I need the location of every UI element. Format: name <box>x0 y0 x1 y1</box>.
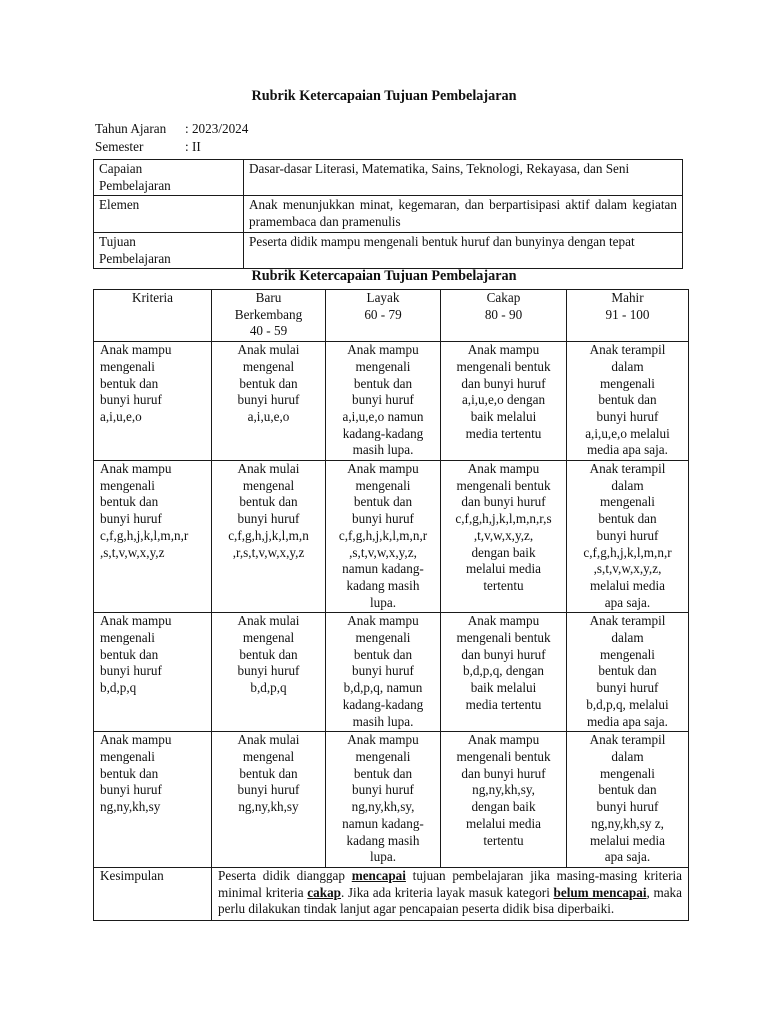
info-value-elemen: Anak menunjukkan minat, kegemaran, dan berpartisipasi aktif dalam kegiatan pramembaca dan pramenulis <box>244 196 683 232</box>
conclusion-emphasis-mencapai: mencapai <box>351 867 406 883</box>
mahir-cell: Anak terampil dalam mengenali bentuk dan bunyi huruf a,i,u,e,o melalui media apa saja. <box>567 342 689 461</box>
conclusion-text-3: . Jika ada kriteria layak masuk kategori <box>341 884 554 900</box>
baru-berkembang-cell: Anak mulai mengenal bentuk dan bunyi huruf a,i,u,e,o <box>212 342 326 461</box>
table-row <box>94 732 689 868</box>
baru-berkembang-cell: Anak mulai mengenal bentuk dan bunyi huruf b,d,p,q <box>212 613 326 732</box>
info-label-capaian: Capaian Pembelajaran <box>94 160 244 196</box>
header-baru-berkembang: Baru Berkembang 40 - 59 <box>212 290 326 342</box>
conclusion-text-2: tujuan pembelajaran jika masing-masing kriteria minimal kriteria <box>218 867 682 900</box>
layak-cell: Anak mampu mengenali bentuk dan bunyi huruf ng,ny,kh,sy, namun kadang- kadang masih lupa. <box>326 732 441 868</box>
semester-value: : II <box>185 139 201 154</box>
baru-berkembang-cell: Anak mulai mengenal bentuk dan bunyi huruf c,f,g,h,j,k,l,m,n ,r,s,t,v,w,x,y,z <box>212 461 326 613</box>
info-value-capaian: Dasar-dasar Literasi, Matematika, Sains, Teknologi, Rekayasa, dan Seni <box>244 160 683 196</box>
layak-cell: Anak mampu mengenali bentuk dan bunyi huruf b,d,p,q, namun kadang-kadang masih lupa. <box>326 613 441 732</box>
cakap-cell: Anak mampu mengenali bentuk dan bunyi huruf ng,ny,kh,sy, dengan baik melalui media tertentu <box>441 732 567 868</box>
rubric-title: Rubrik Ketercapaian Tujuan Pembelajaran <box>251 268 517 284</box>
conclusion-emphasis-belum-mencapai: belum mencapai <box>553 884 647 900</box>
document-title: Rubrik Ketercapaian Tujuan Pembelajaran <box>251 88 517 104</box>
semester-line <box>95 139 201 156</box>
rubric-header-row <box>94 290 689 342</box>
table-row <box>94 613 689 732</box>
header-cakap: Cakap 80 - 90 <box>441 290 567 342</box>
cakap-cell: Anak mampu mengenali bentuk dan bunyi huruf b,d,p,q, dengan baik melalui media tertentu <box>441 613 567 732</box>
conclusion-emphasis-cakap: cakap <box>307 884 341 900</box>
mahir-cell: Anak terampil dalam mengenali bentuk dan bunyi huruf b,d,p,q, melalui media apa saja. <box>567 613 689 732</box>
criteria-cell: Anak mampu mengenali bentuk dan bunyi huruf c,f,g,h,j,k,l,m,n,r ,s,t,v,w,x,y,z <box>94 461 212 613</box>
table-row <box>94 342 689 461</box>
conclusion-label: Kesimpulan <box>94 867 212 920</box>
cakap-cell: Anak mampu mengenali bentuk dan bunyi huruf c,f,g,h,j,k,l,m,n,r,s ,t,v,w,x,y,z, dengan baik melalui media tertentu <box>441 461 567 613</box>
criteria-cell: Anak mampu mengenali bentuk dan bunyi huruf b,d,p,q <box>94 613 212 732</box>
info-label-tujuan: Tujuan Pembelajaran <box>94 232 244 268</box>
criteria-cell: Anak mampu mengenali bentuk dan bunyi huruf ng,ny,kh,sy <box>94 732 212 868</box>
info-label-elemen: Elemen <box>94 196 244 232</box>
info-row-tujuan <box>94 232 683 268</box>
mahir-cell: Anak terampil dalam mengenali bentuk dan bunyi huruf ng,ny,kh,sy z, melalui media apa saja. <box>567 732 689 868</box>
header-mahir: Mahir 91 - 100 <box>567 290 689 342</box>
cakap-cell: Anak mampu mengenali bentuk dan bunyi huruf a,i,u,e,o dengan baik melalui media tertentu <box>441 342 567 461</box>
conclusion-text <box>212 867 689 920</box>
info-row-capaian <box>94 160 683 196</box>
criteria-cell: Anak mampu mengenali bentuk dan bunyi huruf a,i,u,e,o <box>94 342 212 461</box>
info-value-tujuan: Peserta didik mampu mengenali bentuk huruf dan bunyinya dengan tepat <box>244 232 683 268</box>
baru-berkembang-cell: Anak mulai mengenal bentuk dan bunyi huruf ng,ny,kh,sy <box>212 732 326 868</box>
header-kriteria: Kriteria <box>94 290 212 342</box>
conclusion-text-4: , maka perlu dilakukan tindak lanjut agar pencapaian peserta didik bisa diperbaiki. <box>218 884 682 917</box>
conclusion-text-1: Peserta didik dianggap <box>218 867 352 883</box>
layak-cell: Anak mampu mengenali bentuk dan bunyi huruf a,i,u,e,o namun kadang-kadang masih lupa. <box>326 342 441 461</box>
layak-cell: Anak mampu mengenali bentuk dan bunyi huruf c,f,g,h,j,k,l,m,n,r ,s,t,v,w,x,y,z, namun kadang- kadang masih lupa. <box>326 461 441 613</box>
tahun-ajaran-value: : 2023/2024 <box>185 121 249 136</box>
info-table <box>93 159 683 269</box>
mahir-cell: Anak terampil dalam mengenali bentuk dan bunyi huruf c,f,g,h,j,k,l,m,n,r ,s,t,v,w,x,y,z, melalui media apa saja. <box>567 461 689 613</box>
rubric-table <box>93 289 689 921</box>
info-row-elemen <box>94 196 683 232</box>
tahun-ajaran-label: Tahun Ajaran <box>95 121 167 136</box>
header-layak: Layak 60 - 79 <box>326 290 441 342</box>
table-row <box>94 461 689 613</box>
conclusion-row <box>94 867 689 920</box>
tahun-ajaran-line <box>95 121 248 138</box>
semester-label: Semester <box>95 139 144 154</box>
